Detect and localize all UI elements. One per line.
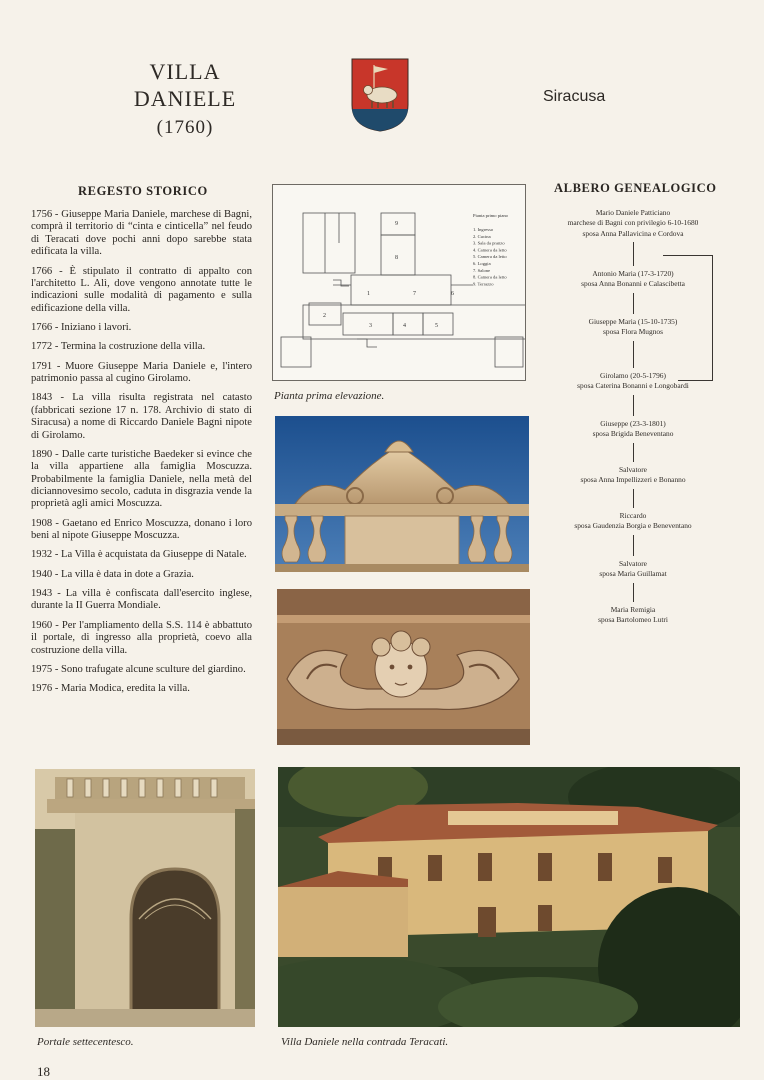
regesto-list (31, 209, 252, 702)
plan-legend-item: 3. Sala da pranzo (473, 240, 505, 246)
portal-photo (35, 769, 255, 1027)
regesto-entry: 1791 - Muore Giuseppe Maria Daniele e, l'intero patrimonio passa al cugino Girolamo. (31, 360, 252, 385)
regesto-entry: 1908 - Gaetano ed Enrico Moscuzza, donano i loro beni al nipote Giuseppe Moscuzza. (31, 517, 252, 542)
tree-node-line: Riccardo (619, 511, 647, 520)
title-line-1: VILLA (149, 59, 221, 84)
regesto-entry: 1976 - Maria Modica, eredita la villa. (31, 683, 190, 695)
villa-photo (278, 767, 740, 1027)
tree-node (548, 419, 718, 440)
tree-node (548, 208, 718, 239)
plan-caption: Pianta prima elevazione. (274, 390, 385, 402)
tree-node-line: sposa Bartolomeo Lutri (598, 615, 668, 625)
tree-node-line: Giuseppe (23-3-1801) (600, 419, 666, 428)
tree-bracket-line (712, 255, 713, 380)
tree-connector (633, 583, 634, 602)
tree-node-line: sposa Gaudenzia Borgia e Beneventano (574, 521, 692, 531)
page-number: 18 (37, 1064, 50, 1079)
tree-node-line: marchese di Bagni con privilegio 6-10-1680 (567, 218, 699, 228)
plan-room-number: 7 (413, 291, 416, 297)
villa-caption: Villa Daniele nella contrada Teracati. (281, 1036, 449, 1048)
tree-node (548, 559, 718, 580)
tree-node-line: sposa Anna Pallavicina e Cordova (582, 228, 684, 238)
plan-legend-item: 9. Terrazzo (473, 281, 494, 287)
plan-legend-item: 1. Ingresso (473, 227, 494, 232)
plan-room-number: 3 (369, 323, 372, 329)
tree-node-line: sposa Maria Guillamat (599, 569, 667, 579)
tree-bracket-line (678, 380, 713, 381)
regesto-heading: REGESTO STORICO (78, 184, 208, 198)
tree-node-line: sposa Anna Bonanni e Calascibetta (581, 279, 685, 289)
title-line-2: DANIELE (133, 86, 237, 111)
tree-node-line: Mario Daniele Patticiano (595, 208, 671, 217)
coat-of-arms-icon (350, 57, 410, 133)
title-year: (1760) (156, 117, 214, 138)
tree-connector (633, 443, 634, 462)
tree-connector (633, 293, 634, 314)
tree-node-line: sposa Flora Mugnos (603, 327, 663, 337)
tree-connector (633, 489, 634, 508)
tree-node (548, 371, 718, 392)
plan-room-number: 6 (451, 291, 454, 297)
tree-node-line: Salvatore (619, 465, 647, 474)
city-name: Siracusa (543, 88, 606, 105)
plan-room-number: 5 (435, 323, 438, 329)
tree-node (548, 269, 718, 290)
plan-legend-item: 7. Salone (473, 267, 491, 273)
regesto-entry: 1975 - Sono trafugate alcune sculture del giardino. (31, 663, 246, 675)
albero-heading: ALBERO GENEALOGICO (554, 181, 717, 195)
plan-room-number: 2 (323, 313, 326, 319)
tree-node-line: sposa Brigida Beneventano (592, 429, 674, 439)
tree-node (548, 317, 718, 338)
plan-legend-item: 4. Camera da letto (473, 247, 507, 253)
plan-room-number: 4 (403, 323, 406, 329)
tree-node-line: Salvatore (619, 559, 647, 568)
cherub-photo (277, 589, 530, 745)
tree-node-line: Antonio Maria (17-3-1720) (592, 269, 674, 278)
plan-legend-item: 8. Camera da letto (473, 274, 507, 280)
tree-node (548, 605, 718, 626)
tree-node-line: sposa Anna Impellizzeri e Bonanno (580, 475, 686, 485)
regesto-entry: 1943 - La villa è confiscata dall'esercito inglese, durante la II Guerra Mondiale. (31, 588, 252, 612)
tree-node-line: Girolamo (20-5-1796) (600, 371, 666, 380)
tree-node (548, 511, 718, 532)
regesto-entry: 1766 - Iniziano i lavori. (31, 322, 132, 334)
tree-node-line: Maria Remigia (610, 605, 656, 614)
plan-legend-item: 2. Cucina (473, 233, 491, 239)
regesto-entry: 1772 - Termina la costruzione della villa. (31, 341, 206, 353)
tree-connector (633, 535, 634, 556)
floor-plan (272, 184, 526, 381)
plan-legend-title: Pianta primo piano (473, 213, 508, 218)
regesto-entry: 1960 - Per l'ampliamento della S.S. 114 è abbattuto il portale, di ingresso alla proprietà, coevo alla costruzione della villa. (31, 619, 252, 656)
tree-bracket-line (663, 255, 713, 256)
tree-connector (633, 341, 634, 368)
plan-room-number: 9 (395, 221, 398, 227)
tree-connector (633, 242, 634, 266)
tree-node-line: sposa Caterina Bonanni e Longobardi (577, 381, 689, 391)
regesto-entry: 1890 - Dalle carte turistiche Baedeker si evince che la villa appartiene alla famiglia Moscuzza. Probabilmente la famiglia Daniele, nella metà del diciannovesimo secolo, caduta in disgrazia vende la proprietà agli amici Moscuzza. (31, 448, 252, 510)
regesto-entry: 1940 - La villa è data in dote a Grazia. (31, 568, 194, 580)
plan-legend-item: 5. Camera da letto (473, 254, 507, 260)
regesto-entry: 1756 - Giuseppe Maria Daniele, marchese di Bagni, comprà il territorio di “cinta e cinticella” nel feudo di Teracati dove pochi anni dopo sarebbe stata edificata la villa. (31, 209, 252, 258)
regesto-entry: 1843 - La villa risulta registrata nel catasto (fabbricati sezione 17 n. 178. Archivio di stato di Siracusa) a nome di Riccardo Daniele Bagni nipote di Girolamo. (31, 392, 252, 441)
genealogical-tree (548, 207, 718, 637)
tree-node-line: Giuseppe Maria (15-10-1735) (588, 317, 678, 326)
portal-caption: Portale settecentesco. (37, 1036, 134, 1048)
plan-room-number: 8 (395, 255, 398, 261)
tree-connector (633, 395, 634, 416)
tree-node (548, 465, 718, 486)
balustrade-photo (275, 416, 529, 572)
plan-legend-item: 6. Loggia (473, 261, 491, 266)
villa-title (110, 58, 260, 141)
floor-plan-drawing (273, 185, 525, 380)
plan-room-number: 1 (367, 291, 370, 297)
regesto-entry: 1932 - La Villa è acquistata da Giuseppe di Natale. (31, 549, 247, 561)
regesto-entry: 1766 - È stipulato il contratto di appalto con l'architetto L. Alì, dove vengono annotate tutte le indicazioni sulle modalità di pagamento e sulla edificazione della villa. (31, 265, 252, 314)
